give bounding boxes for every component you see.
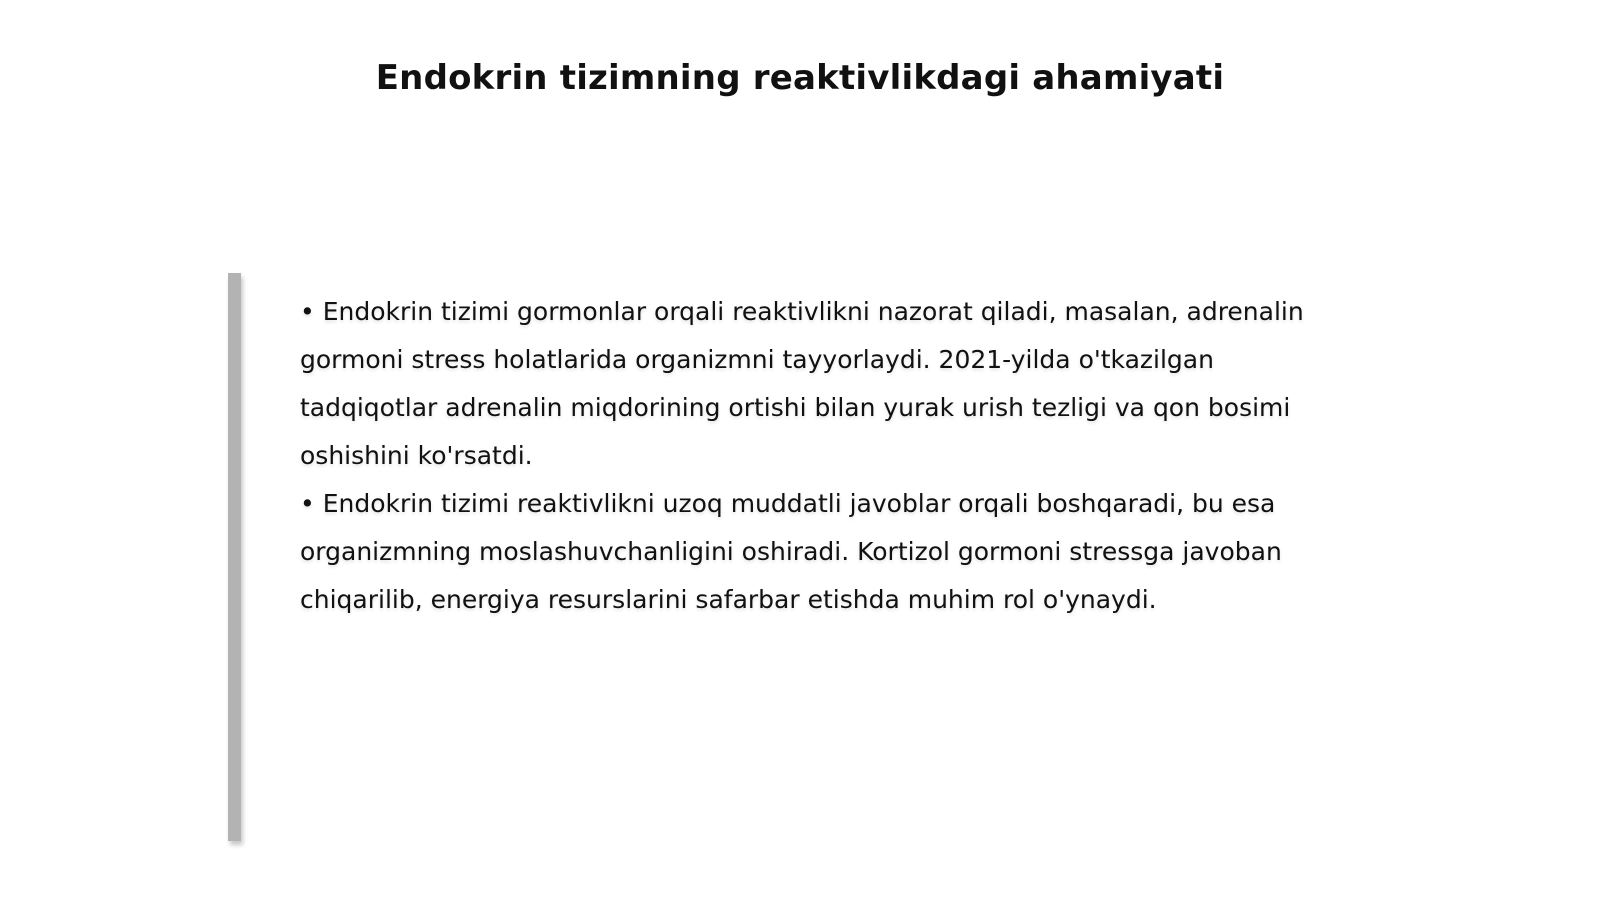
bullet-item: • Endokrin tizimi gormonlar orqali reaktivlikni nazorat qiladi, masalan, adrenalin gormoni stress holatlarida organizmni tayyorlaydi. 2021-yilda o'tkazilgan tadqiqotlar adrenalin miqdorining ortishi bilan yurak urish tezligi va qon bosimi oshishini ko'rsatdi.: [300, 297, 1304, 470]
slide-title: Endokrin tizimning reaktivlikdagi ahamiyati: [375, 58, 1225, 98]
slide-content: [300, 288, 1310, 624]
accent-bar: [228, 273, 241, 841]
bullet-item: • Endokrin tizimi reaktivlikni uzoq muddatli javoblar orqali boshqaradi, bu esa organizmning moslashuvchanligini oshiradi. Kortizol gormoni stressga javoban chiqarilib, energiya resurslarini safarbar etishda muhim rol o'ynaydi.: [300, 489, 1282, 614]
